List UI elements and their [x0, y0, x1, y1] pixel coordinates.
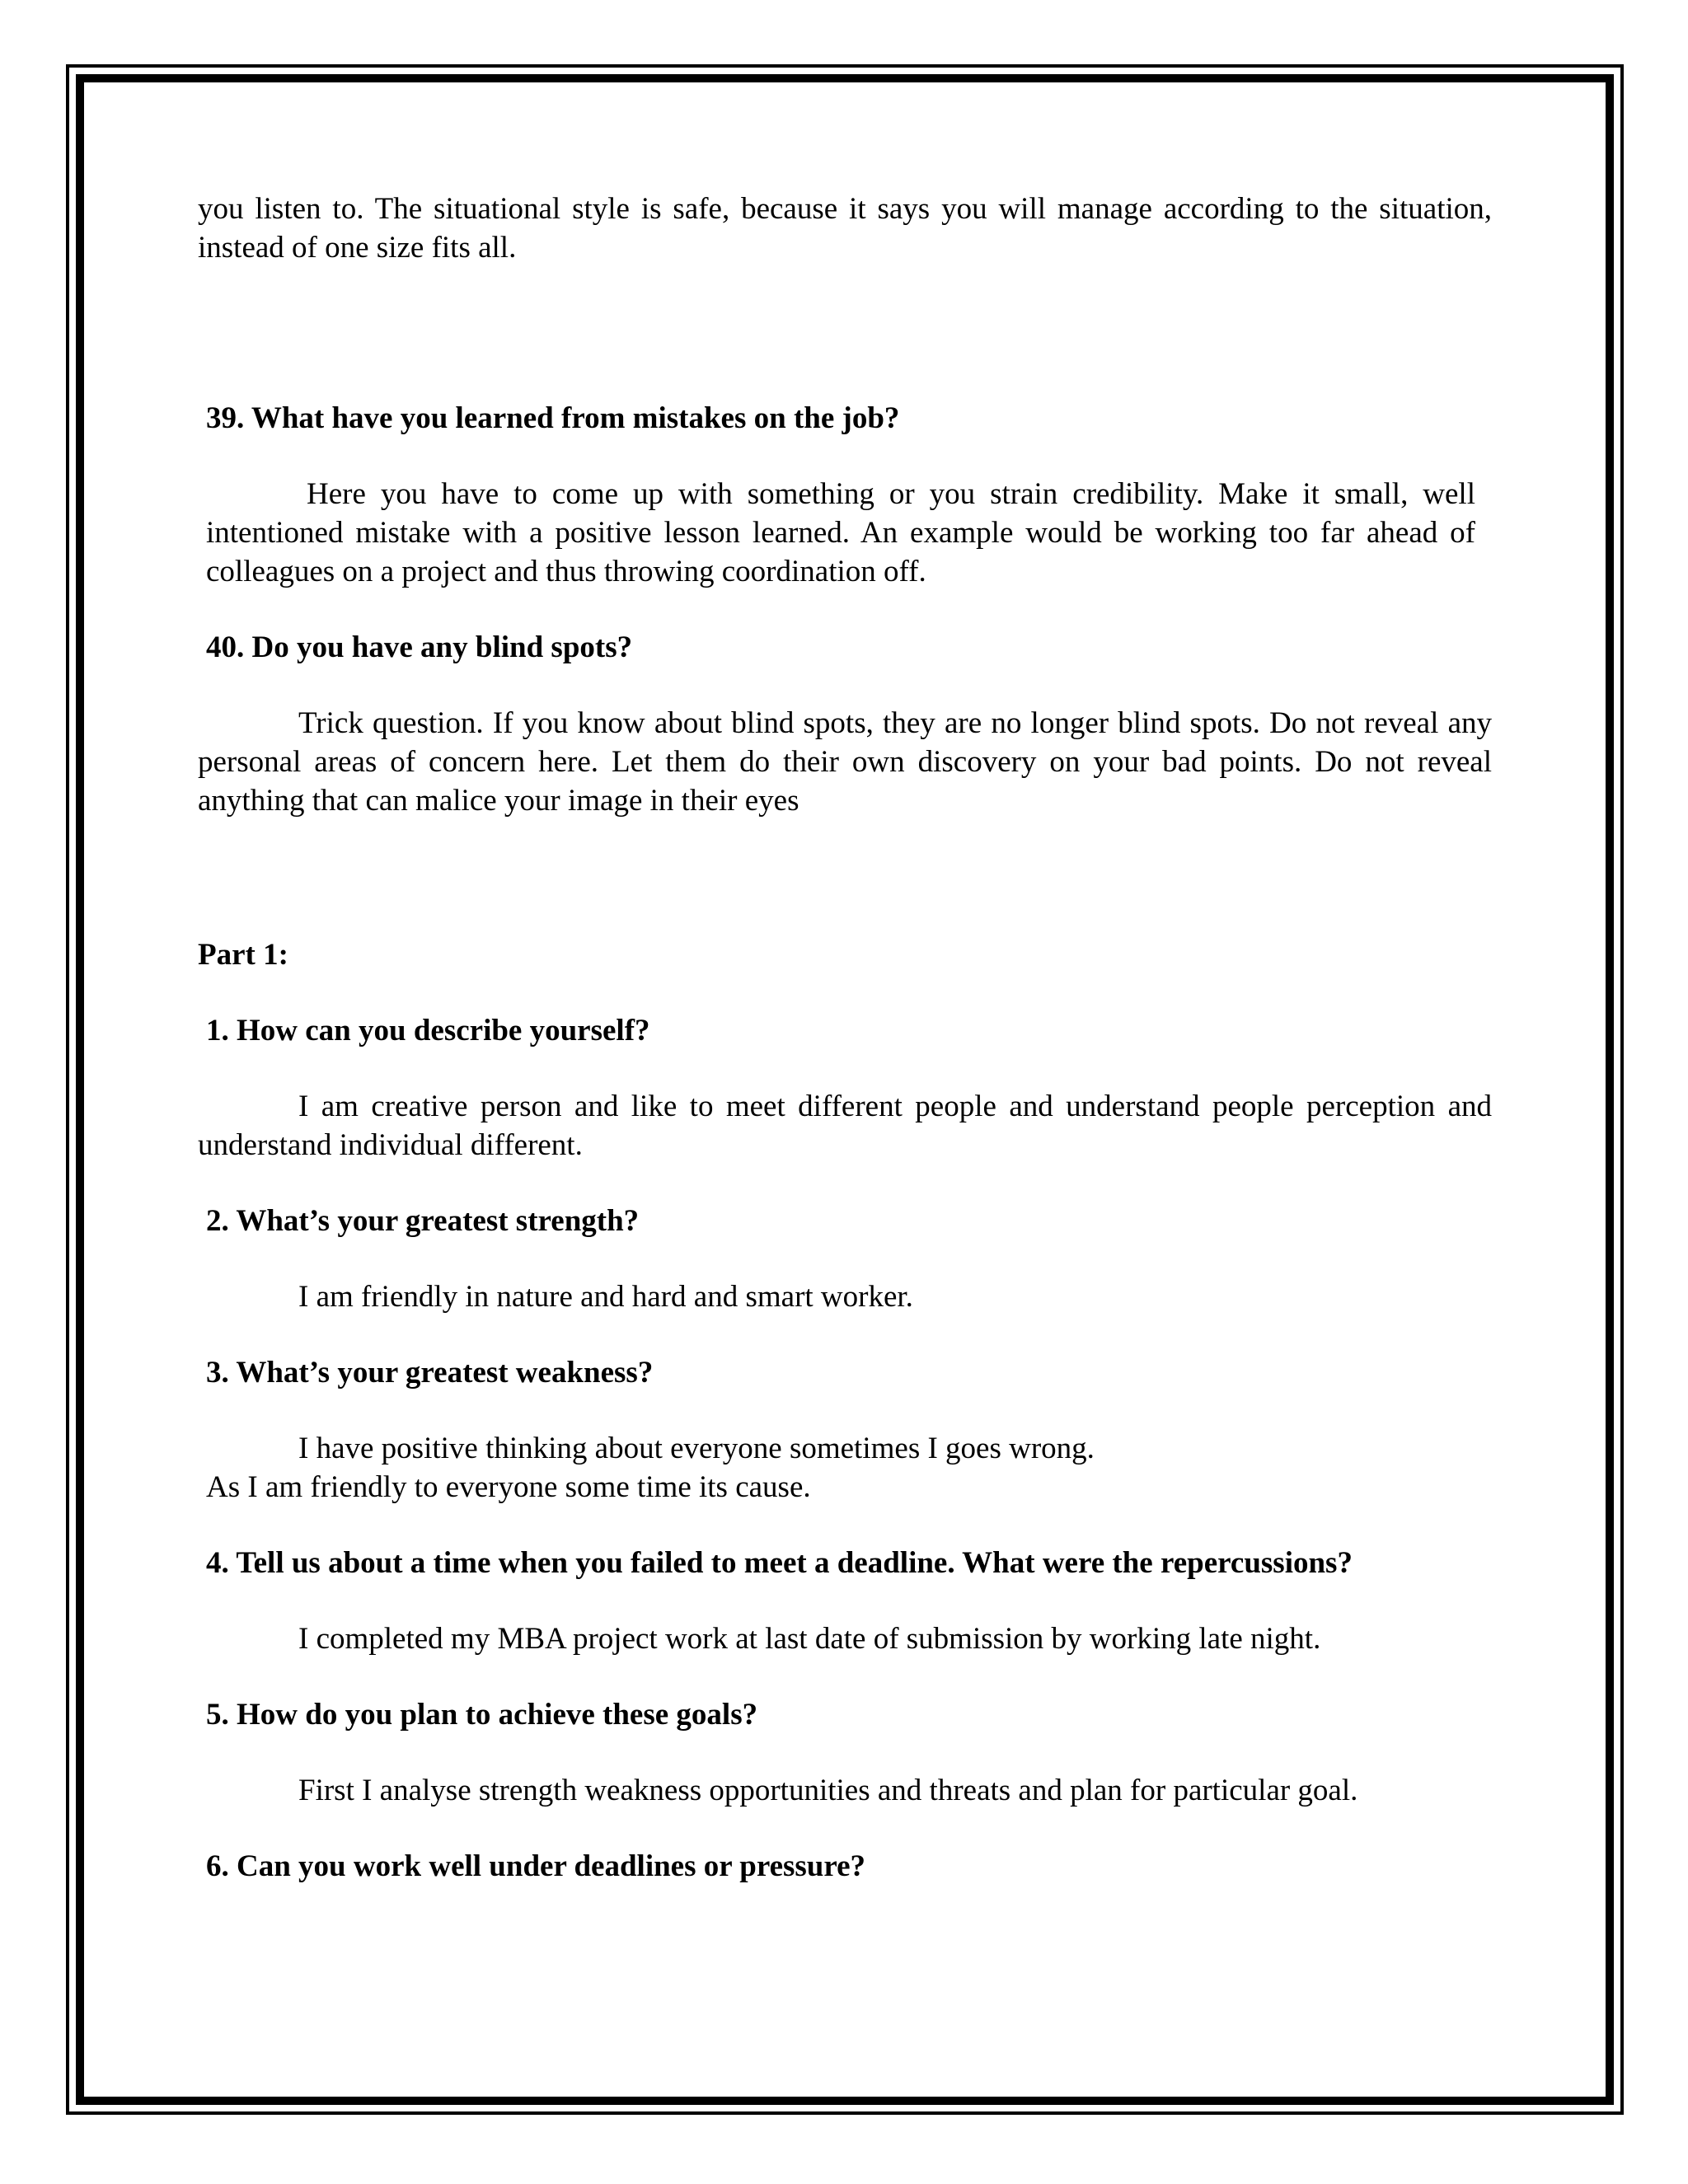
question-40-answer: Trick question. If you know about blind spots, they are no longer blind spots. Do not reveal any personal areas of concern here. Let them do their own discovery on your bad points. Do not reveal anything that can malice your image in their eyes	[198, 706, 1492, 818]
part1-question-4-answer: I completed my MBA project work at last date of submission by working late night.	[298, 1622, 1321, 1656]
question-39-heading: 39. What have you learned from mistakes on the job?	[206, 401, 900, 435]
part1-question-1-heading: 1. How can you describe yourself?	[206, 1014, 650, 1047]
intro-paragraph: you listen to. The situational style is safe, because it says you will manage according to the situation, instead of one size fits all.	[198, 192, 1492, 265]
part1-question-5-heading: 5. How do you plan to achieve these goals?	[206, 1698, 758, 1732]
part1-question-2-heading: 2. What’s your greatest strength?	[206, 1204, 640, 1238]
part1-question-1-answer: I am creative person and like to meet different people and understand people perception and understand individual different.	[198, 1090, 1492, 1162]
question-39-answer: Here you have to come up with something or you strain credibility. Make it small, well intentioned mistake with a positive lesson learned. An example would be working too far ahead of colleagues on a project and thus throwing coordination off.	[206, 477, 1475, 588]
part1-question-5-answer: First I analyse strength weakness opportunities and threats and plan for particular goal.	[298, 1774, 1358, 1807]
part1-question-2-answer: I am friendly in nature and hard and smart worker.	[298, 1280, 913, 1314]
part1-question-3-answer-line2: As I am friendly to everyone some time its cause.	[206, 1470, 811, 1504]
question-40-heading: 40. Do you have any blind spots?	[206, 630, 633, 664]
document-body	[198, 190, 1492, 1886]
part1-question-3-heading: 3. What’s your greatest weakness?	[206, 1356, 654, 1390]
part1-question-4-heading: 4. Tell us about a time when you failed to meet a deadline. What were the repercussions?	[206, 1546, 1353, 1580]
part1-question-6-heading: 6. Can you work well under deadlines or pressure?	[206, 1849, 866, 1883]
part1-question-3-answer-line1: I have positive thinking about everyone sometimes I goes wrong.	[298, 1432, 1095, 1465]
part-heading: Part 1:	[198, 938, 288, 972]
